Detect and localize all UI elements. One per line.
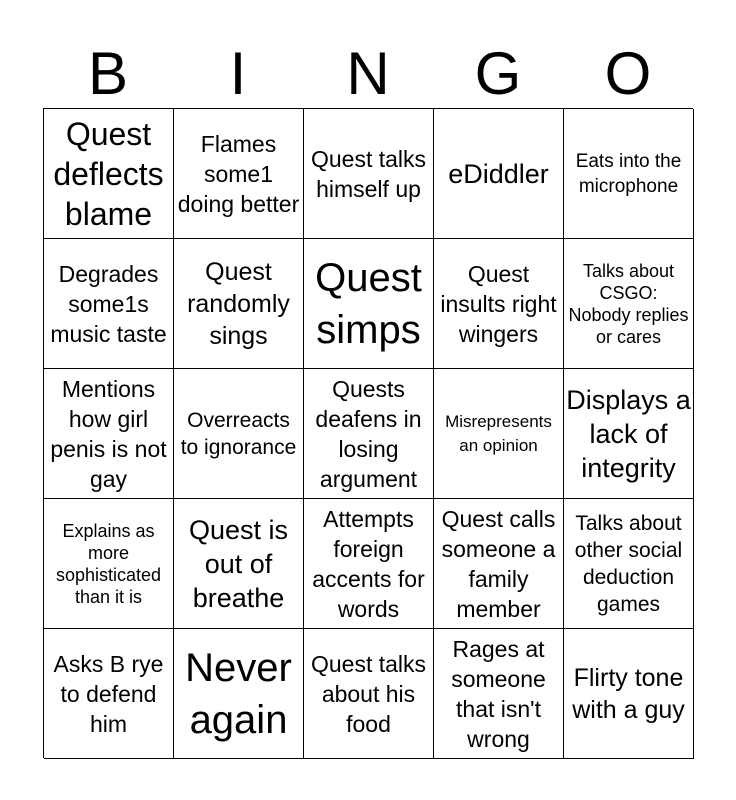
cell-text: Quest randomly sings [187,257,290,350]
bingo-cell-o3[interactable] [564,369,694,499]
bingo-cell-b1[interactable] [44,109,174,239]
cell-text: Flames some1 doing better [177,130,300,217]
cell-text: Degrades some1s music taste [50,260,167,347]
cell-text: Quest insults right wingers [440,260,557,347]
cell-text: Explains as more sophisticated than it is [55,520,162,607]
bingo-cell-b2[interactable] [44,239,174,369]
cell-text: Rages at someone that isn't wrong [451,635,546,752]
bingo-board [43,108,693,758]
bingo-cell-g5[interactable] [434,629,564,759]
cell-text: Quest simps [315,255,422,352]
bingo-cell-n3[interactable] [304,369,434,499]
cell-text: Eats into the microphone [575,150,682,197]
bingo-cell-i1[interactable] [174,109,304,239]
cell-text: Quest is out of breathe [188,514,289,613]
header-letter-i: I [229,40,247,107]
bingo-cell-b5[interactable] [44,629,174,759]
cell-text: Quest deflects blame [53,115,164,232]
bingo-cell-g1[interactable] [434,109,564,239]
cell-text: Quests deafens in losing argument [315,375,422,492]
bingo-cell-n1[interactable] [304,109,434,239]
bingo-cell-n2[interactable] [304,239,434,369]
bingo-cell-o4[interactable] [564,499,694,629]
bingo-cell-g2[interactable] [434,239,564,369]
cell-text: Quest talks himself up [310,145,427,202]
cell-text: eDiddler [448,158,549,189]
bingo-cell-i3[interactable] [174,369,304,499]
bingo-header [43,40,693,108]
cell-text: Quest talks about his food [310,650,427,737]
cell-text: Talks about other social deduction games [574,511,683,616]
header-letter-o: O [604,40,652,107]
cell-text: Displays a lack of integrity [566,384,691,483]
bingo-cell-n5[interactable] [304,629,434,759]
bingo-cell-b3[interactable] [44,369,174,499]
bingo-cell-i4[interactable] [174,499,304,629]
cell-text: Never again [185,645,292,742]
bingo-cell-o1[interactable] [564,109,694,239]
bingo-cell-o2[interactable] [564,239,694,369]
bingo-cell-o5[interactable] [564,629,694,759]
cell-text: Attempts foreign accents for words [312,505,425,622]
header-letter-n: N [346,40,390,107]
cell-text: Asks B rye to defend him [53,650,164,737]
cell-text: Talks about CSGO: Nobody replies or cares [568,260,689,347]
cell-text: Overreacts to ignorance [180,408,297,459]
header-letter-b: B [87,40,129,107]
bingo-cell-g4[interactable] [434,499,564,629]
bingo-cell-i2[interactable] [174,239,304,369]
cell-text: Flirty tone with a guy [572,663,685,724]
bingo-cell-n4[interactable] [304,499,434,629]
bingo-cell-g3[interactable] [434,369,564,499]
bingo-cell-b4[interactable] [44,499,174,629]
header-letter-g: G [474,40,522,107]
cell-text: Quest calls someone a family member [441,505,556,622]
cell-text: Mentions how girl penis is not gay [50,375,167,492]
bingo-cell-i5[interactable] [174,629,304,759]
cell-text: Misrepresents an opinion [445,411,552,455]
